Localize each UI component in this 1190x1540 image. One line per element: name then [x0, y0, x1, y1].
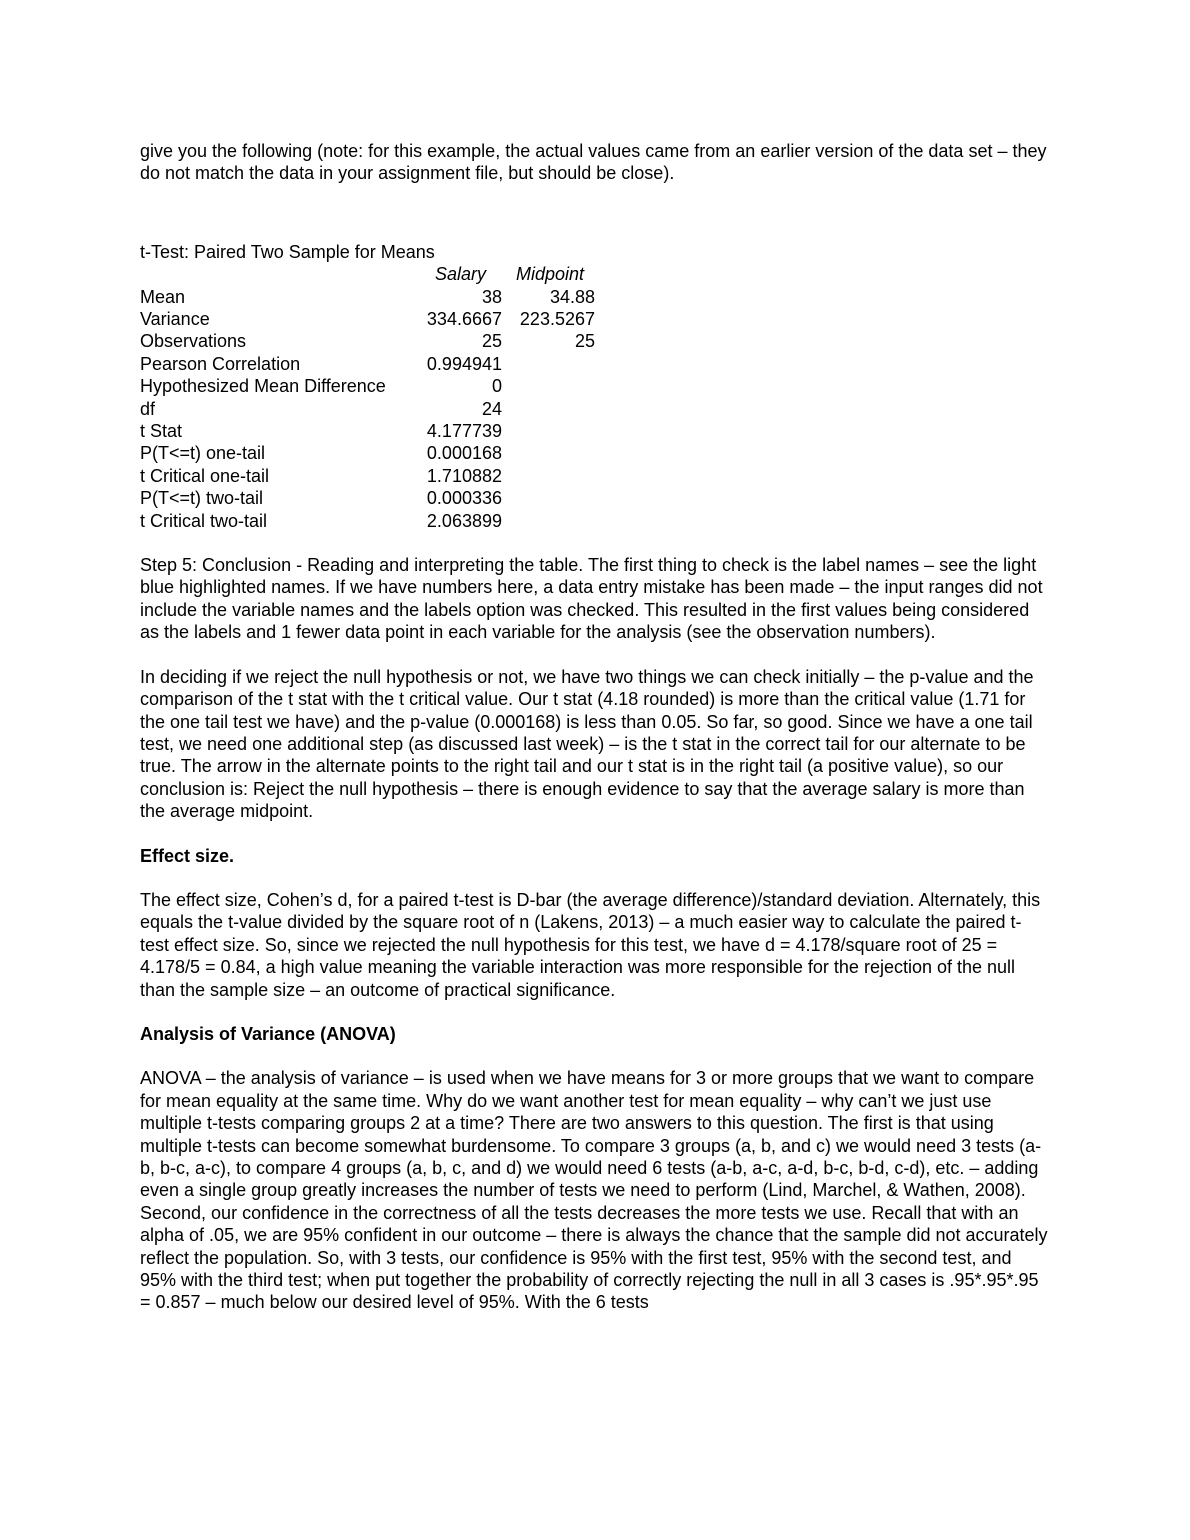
midpoint-value: [502, 375, 595, 397]
salary-value: 334.6667: [426, 309, 502, 330]
ttest-row: [140, 487, 595, 509]
row-label: df: [140, 398, 156, 419]
row-label: P(T<=t) one-tail: [140, 443, 266, 464]
row-label: t Critical one-tail: [140, 465, 270, 486]
salary-value: 1.710882: [426, 465, 502, 486]
row-label: Variance: [140, 309, 210, 330]
salary-value: 25: [481, 331, 502, 352]
effect-size-paragraph: The effect size, Cohen’s d, for a paired t-test is D-bar (the average difference)/standard deviation. Alternately, this equals the t-value divided by the square root of n (Lakens, 2013) – a much easier way to calculate the paired t-test effect size. So, since we rejected the null hypothesis for this test, we have d = 4.178/square root of 25 = 4.178/5 = 0.84, a high value meaning the variable interaction was more responsible for the rejection of the null than the sample size – an outcome of practical significance.: [140, 889, 1041, 1000]
salary-value: 0.000336: [426, 488, 502, 509]
ttest-output: [140, 241, 1050, 532]
salary-value: 4.177739: [426, 421, 502, 442]
midpoint-value: [502, 398, 595, 420]
ttest-row: [140, 420, 595, 442]
midpoint-value: 223.5267: [519, 309, 595, 330]
anova-paragraph-2: Second, our confidence in the correctness of all the tests decreases the more tests we use. Recall that with an alpha of .05, we are 95% confident in our outcome – there is always the chance that the sample did not accurately reflect the population. So, with 3 tests, our confidence is 95% with the first test, 95% with the second test, and 95% with the third test; when put together the probability of correctly rejecting the null in all 3 cases is .95*.95*.95 = 0.857 – much below our desired level of 95%. With the 6 tests: [140, 1202, 1048, 1313]
midpoint-value: [502, 487, 595, 509]
effect-size-heading: Effect size.: [140, 845, 235, 866]
salary-value: 24: [481, 398, 502, 419]
intro-paragraph: give you the following (note: for this example, the actual values came from an earlier version of the data set – they do not match the data in your assignment file, but should be close).: [140, 141, 1047, 184]
midpoint-value: [502, 442, 595, 464]
ttest-row: [140, 330, 595, 352]
salary-value: 0.000168: [426, 443, 502, 464]
column-header-salary: Salary: [434, 264, 486, 285]
row-label: t Critical two-tail: [140, 510, 268, 531]
salary-value: 2.063899: [426, 510, 502, 531]
ttest-title: t-Test: Paired Two Sample for Means: [140, 241, 435, 262]
ttest-row: [140, 510, 595, 532]
ttest-table: [140, 263, 595, 532]
salary-value: 0: [491, 376, 502, 397]
row-label: Hypothesized Mean Difference: [140, 376, 386, 397]
deciding-paragraph: In deciding if we reject the null hypothesis or not, we have two things we can check initially – the p-value and the comparison of the t stat with the t critical value. Our t stat (4.18 rounded) is more than the critical value (1.71 for the one tail test we have) and the p-value (0.000168) is less than 0.05. So far, so good. Since we have a one tail test, we need one additional step (as discussed last week) – is the t stat in the correct tail for our alternate to be true. The arrow in the alternate points to the right tail and our t stat is in the right tail (a positive value), so our conclusion is: Reject the null hypothesis – there is enough evidence to say that the average salary is more than the average midpoint.: [140, 666, 1034, 822]
ttest-row: [140, 442, 595, 464]
midpoint-value: [502, 420, 595, 442]
ttest-row: [140, 286, 595, 308]
ttest-row: [140, 308, 595, 330]
anova-heading: Analysis of Variance (ANOVA): [140, 1023, 396, 1044]
document-body: [140, 140, 1050, 1314]
column-header-midpoint: Midpoint: [515, 264, 584, 285]
salary-value: 38: [481, 286, 502, 307]
midpoint-value: 34.88: [549, 286, 595, 307]
step5-paragraph: Step 5: Conclusion - Reading and interpreting the table. The first thing to check is the label names – see the light blue highlighted names. If we have numbers here, a data entry mistake has been made – the input ranges did not include the variable names and the labels option was checked. This resulted in the first values being considered as the labels and 1 fewer data point in each variable for the analysis (see the observation numbers).: [140, 555, 1043, 643]
ttest-row: [140, 353, 595, 375]
row-label: P(T<=t) two-tail: [140, 488, 264, 509]
ttest-row: [140, 375, 595, 397]
row-label: t Stat: [140, 421, 183, 442]
midpoint-value: [502, 510, 595, 532]
salary-value: 0.994941: [426, 353, 502, 374]
row-label: Mean: [140, 286, 186, 307]
anova-paragraph-1: ANOVA – the analysis of variance – is used when we have means for 3 or more groups that we want to compare for mean equality at the same time. Why do we want another test for mean equality – why can’t we just use multiple t-tests comparing groups 2 at a time? There are two answers to this question. The first is that using multiple t-tests can become somewhat burdensome. To compare 3 groups (a, b, and c) we would need 3 tests (a-b, b-c, a-c), to compare 4 groups (a, b, c, and d) we would need 6 tests (a-b, a-c, a-d, b-c, b-d, c-d), etc. – adding even a single group greatly increases the number of tests we need to perform (Lind, Marchel, & Wathen, 2008).: [140, 1068, 1042, 1201]
midpoint-value: [502, 353, 595, 375]
midpoint-value: [502, 465, 595, 487]
ttest-header-row: [140, 263, 595, 285]
midpoint-value: 25: [574, 331, 595, 352]
ttest-row: [140, 465, 595, 487]
row-label: Pearson Correlation: [140, 353, 301, 374]
row-label: Observations: [140, 331, 247, 352]
ttest-row: [140, 398, 595, 420]
